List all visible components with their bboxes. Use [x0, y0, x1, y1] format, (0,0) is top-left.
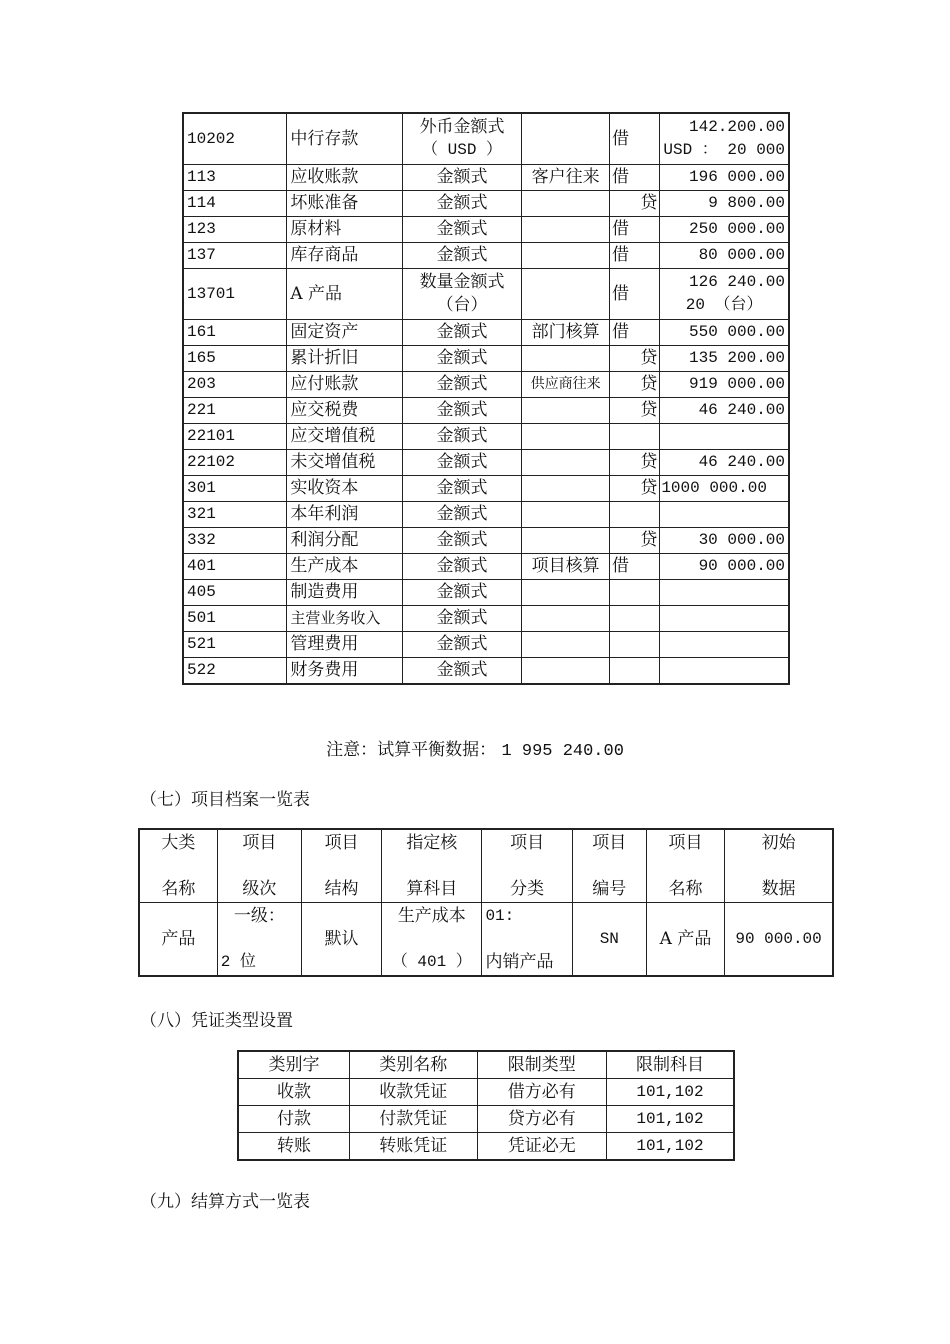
account-format: 金额式 [402, 424, 521, 450]
account-code: 165 [183, 346, 287, 372]
account-aux [522, 243, 610, 269]
cell-category: 产品 [139, 903, 217, 977]
account-amount [660, 580, 789, 606]
account-code: 332 [183, 528, 287, 554]
section-7-title: （七）项目档案一览表 [140, 790, 310, 810]
account-amount: 90 000.00 [660, 554, 789, 580]
account-format: 金额式 [402, 554, 521, 580]
account-code: 321 [183, 502, 287, 528]
account-format: 金额式 [402, 580, 521, 606]
account-name: 制造费用 [287, 580, 403, 606]
account-name: 应付账款 [287, 372, 403, 398]
cell: 收款凭证 [350, 1079, 478, 1106]
account-name: 应收账款 [287, 165, 403, 191]
cell: 101,102 [606, 1079, 734, 1106]
table-row [183, 476, 789, 502]
cell-structure: 默认 [301, 903, 381, 977]
header-cell: 限制科目 [606, 1051, 734, 1079]
table-row [183, 243, 789, 269]
account-name: A 产品 [287, 269, 403, 320]
account-code: 501 [183, 606, 287, 632]
account-name: 应交增值税 [287, 424, 403, 450]
account-name: 利润分配 [287, 528, 403, 554]
account-aux [522, 346, 610, 372]
account-code: 161 [183, 320, 287, 346]
account-format: 金额式 [402, 320, 521, 346]
cell-class: 01: 内销产品 [482, 903, 572, 977]
account-direction: 借 [609, 217, 659, 243]
account-aux [522, 113, 610, 165]
account-name: 库存商品 [287, 243, 403, 269]
table-row [183, 191, 789, 217]
table-row [183, 165, 789, 191]
table-row [183, 372, 789, 398]
cell: 收款 [238, 1079, 350, 1106]
account-code: 114 [183, 191, 287, 217]
table-row [183, 269, 789, 320]
project-archive-table [138, 828, 834, 977]
table-row [183, 450, 789, 476]
trial-balance-note [0, 735, 950, 761]
cell: 转账 [238, 1133, 350, 1161]
section-9-title: （九）结算方式一览表 [140, 1192, 310, 1212]
cell: 付款 [238, 1106, 350, 1133]
header-level: 项目 级次 [217, 829, 301, 903]
account-format: 金额式 [402, 372, 521, 398]
section-8-title: （八）凭证类型设置 [140, 1011, 293, 1031]
account-code: 301 [183, 476, 287, 502]
voucher-type-table [237, 1050, 735, 1161]
account-format: 金额式 [402, 476, 521, 502]
account-direction: 借 [609, 554, 659, 580]
header-number: 项目 编号 [572, 829, 646, 903]
account-aux [522, 502, 610, 528]
account-amount [660, 502, 789, 528]
account-direction: 借 [609, 165, 659, 191]
account-format: 金额式 [402, 450, 521, 476]
header-structure: 项目 结构 [301, 829, 381, 903]
account-direction: 贷 [609, 476, 659, 502]
cell-initial: 90 000.00 [725, 903, 833, 977]
account-name: 生产成本 [287, 554, 403, 580]
account-direction [609, 424, 659, 450]
account-amount: 135 200.00 [660, 346, 789, 372]
table-row [183, 346, 789, 372]
header-name: 项目 名称 [646, 829, 724, 903]
account-format: 金额式 [402, 243, 521, 269]
account-amount [660, 606, 789, 632]
table-row [238, 1133, 734, 1161]
account-code: 22101 [183, 424, 287, 450]
account-format: 金额式 [402, 191, 521, 217]
account-format: 金额式 [402, 217, 521, 243]
account-aux [522, 606, 610, 632]
cell: 借方必有 [477, 1079, 606, 1106]
account-amount: 80 000.00 [660, 243, 789, 269]
account-code: 22102 [183, 450, 287, 476]
table-row [183, 320, 789, 346]
account-format: 金额式 [402, 502, 521, 528]
account-amount: 46 240.00 [660, 450, 789, 476]
account-aux: 供应商往来 [522, 372, 610, 398]
account-amount [660, 658, 789, 685]
cell: 凭证必无 [477, 1133, 606, 1161]
header-cell: 类别名称 [350, 1051, 478, 1079]
account-direction: 贷 [609, 450, 659, 476]
account-amount: 550 000.00 [660, 320, 789, 346]
account-direction [609, 580, 659, 606]
account-code: 401 [183, 554, 287, 580]
table-row [183, 554, 789, 580]
table-row [183, 632, 789, 658]
account-amount [660, 632, 789, 658]
header-initial: 初始 数据 [725, 829, 833, 903]
account-amount: 30 000.00 [660, 528, 789, 554]
account-direction [609, 502, 659, 528]
account-amount: 250 000.00 [660, 217, 789, 243]
header-subject: 指定核 算科目 [382, 829, 482, 903]
account-aux [522, 528, 610, 554]
header-cell: 限制类型 [477, 1051, 606, 1079]
table-row [183, 580, 789, 606]
account-format: 金额式 [402, 165, 521, 191]
account-aux: 项目核算 [522, 554, 610, 580]
table-row [183, 658, 789, 685]
account-amount: 1000 000.00 [660, 476, 789, 502]
header-category: 大类 名称 [139, 829, 217, 903]
account-format: 金额式 [402, 632, 521, 658]
account-amount [660, 424, 789, 450]
account-amount: 46 240.00 [660, 398, 789, 424]
account-format: 数量金额式 （台） [402, 269, 521, 320]
account-code: 522 [183, 658, 287, 685]
account-name: 未交增值税 [287, 450, 403, 476]
account-amount: 126 240.00 20 （台） [660, 269, 789, 320]
cell-name: A 产品 [646, 903, 724, 977]
table-row [139, 903, 833, 977]
table-row [238, 1079, 734, 1106]
account-direction: 贷 [609, 398, 659, 424]
cell-number: SN [572, 903, 646, 977]
account-name: 坏账准备 [287, 191, 403, 217]
account-amount: 9 800.00 [660, 191, 789, 217]
cell: 贷方必有 [477, 1106, 606, 1133]
account-format: 金额式 [402, 658, 521, 685]
account-direction [609, 632, 659, 658]
account-name: 本年利润 [287, 502, 403, 528]
header-class: 项目 分类 [482, 829, 572, 903]
cell-level: 一级： 2 位 [217, 903, 301, 977]
account-direction: 贷 [609, 346, 659, 372]
account-direction: 贷 [609, 191, 659, 217]
account-name: 原材料 [287, 217, 403, 243]
account-name: 实收资本 [287, 476, 403, 502]
account-direction: 借 [609, 113, 659, 165]
account-code: 137 [183, 243, 287, 269]
cell: 付款凭证 [350, 1106, 478, 1133]
account-code: 221 [183, 398, 287, 424]
account-name: 主营业务收入 [287, 606, 403, 632]
account-code: 203 [183, 372, 287, 398]
cell: 101,102 [606, 1133, 734, 1161]
account-direction: 贷 [609, 372, 659, 398]
account-name: 财务费用 [287, 658, 403, 685]
note-value: 1 995 240.00 [501, 742, 624, 761]
table-row [183, 424, 789, 450]
account-name: 管理费用 [287, 632, 403, 658]
table-row [183, 502, 789, 528]
account-direction: 贷 [609, 528, 659, 554]
account-name: 固定资产 [287, 320, 403, 346]
cell-subject: 生产成本 （ 401 ） [382, 903, 482, 977]
account-direction [609, 606, 659, 632]
account-format: 金额式 [402, 398, 521, 424]
table-row [183, 606, 789, 632]
account-aux [522, 217, 610, 243]
cell: 101,102 [606, 1106, 734, 1133]
table-row [238, 1106, 734, 1133]
table-row [183, 528, 789, 554]
cell: 转账凭证 [350, 1133, 478, 1161]
account-aux: 客户往来 [522, 165, 610, 191]
table-row [183, 217, 789, 243]
account-format: 外币金额式 （ USD ） [402, 113, 521, 165]
note-label: 注意：试算平衡数据： [326, 740, 497, 760]
account-code: 13701 [183, 269, 287, 320]
account-aux [522, 191, 610, 217]
account-format: 金额式 [402, 528, 521, 554]
table-row [183, 113, 789, 165]
account-aux: 部门核算 [522, 320, 610, 346]
account-direction: 借 [609, 269, 659, 320]
account-code: 113 [183, 165, 287, 191]
account-format: 金额式 [402, 346, 521, 372]
account-code: 521 [183, 632, 287, 658]
account-aux [522, 580, 610, 606]
account-aux [522, 476, 610, 502]
account-name: 应交税费 [287, 398, 403, 424]
table-row [183, 398, 789, 424]
account-amount: 919 000.00 [660, 372, 789, 398]
account-amount: 196 000.00 [660, 165, 789, 191]
account-direction: 借 [609, 320, 659, 346]
account-code: 10202 [183, 113, 287, 165]
header-cell: 类别字 [238, 1051, 350, 1079]
account-format: 金额式 [402, 606, 521, 632]
account-aux [522, 450, 610, 476]
account-amount: 142.200.00 USD ： 20 000 [660, 113, 789, 165]
account-table [182, 112, 790, 685]
account-direction: 借 [609, 243, 659, 269]
account-code: 405 [183, 580, 287, 606]
account-name: 累计折旧 [287, 346, 403, 372]
account-direction [609, 658, 659, 685]
account-code: 123 [183, 217, 287, 243]
account-name: 中行存款 [287, 113, 403, 165]
table-header-row [139, 829, 833, 903]
account-aux [522, 424, 610, 450]
account-aux [522, 658, 610, 685]
table-header-row [238, 1051, 734, 1079]
account-aux [522, 632, 610, 658]
account-aux [522, 269, 610, 320]
account-aux [522, 398, 610, 424]
